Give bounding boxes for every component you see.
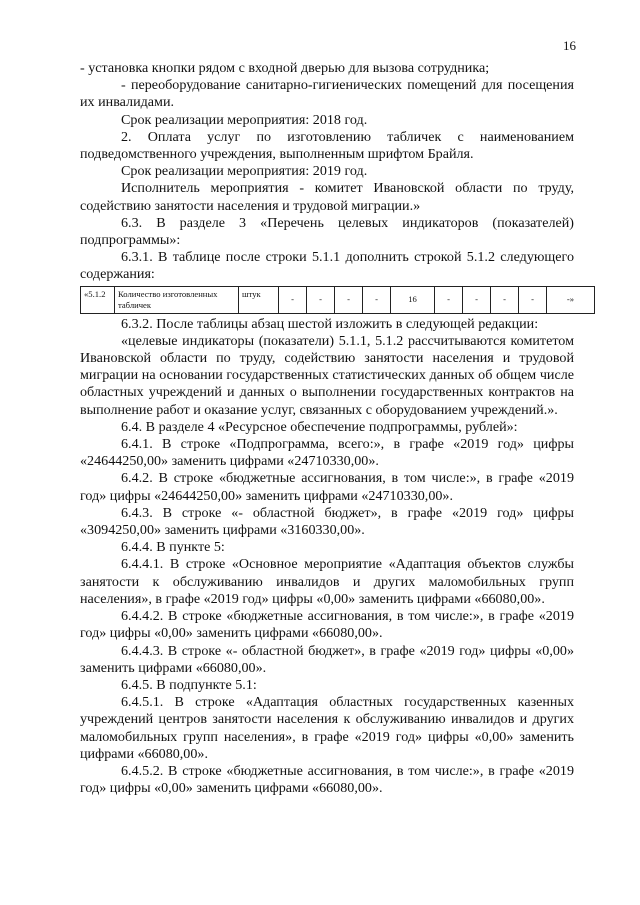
paragraph: «целевые индикаторы (показатели) 5.1.1, 5.1.2 рассчитываются комитетом Ивановской области по труду, содействию занятости населения и трудовой миграции на основании государственных статистических данных об общем числе областных учреждений и данных о выполнении государственных контрактов на выполнение работ и оказание услуг, связанных с оборудованием учреждений.».	[80, 332, 574, 418]
table-cell-indicator-name: Количество изготовленных табличек	[115, 286, 239, 313]
paragraph: 6.4.4.2. В строке «бюджетные ассигнования, в том числе:», в графе «2019 год» цифры «0,00» заменить цифрами «66080,00».	[80, 608, 574, 642]
paragraph: 6.4. В разделе 4 «Ресурсное обеспечение подпрограммы, рублей»:	[121, 418, 518, 435]
document-body	[80, 60, 574, 797]
table-cell-number: «5.1.2	[81, 286, 115, 313]
table-cell-value: -	[435, 286, 463, 313]
paragraph: 6.4.5.1. В строке «Адаптация областных государственных казенных учреждений центров занятости населения к обслуживанию инвалидов и других маломобильных групп населения», в графе «2019 год» цифры «0,00» заменить цифрами «66080,00».	[80, 694, 574, 762]
paragraph: - переоборудование санитарно-гигиенических помещений для посещения их инвалидами.	[80, 77, 574, 111]
table-cell-value: -	[491, 286, 519, 313]
table-cell-value: -	[335, 286, 363, 313]
table-cell-value: -	[307, 286, 335, 313]
paragraph: 6.4.4.1. В строке «Основное мероприятие «Адаптация объектов службы занятости к обслуживанию инвалидов и других маломобильных групп населения», в графе «2019 год» цифры «0,00» заменить цифрами «66080,00».	[80, 556, 574, 607]
paragraph: Срок реализации мероприятия: 2018 год.	[121, 111, 368, 128]
table-cell-value: -	[519, 286, 547, 313]
page-number: 16	[563, 38, 576, 53]
table-cell-value: -»	[547, 286, 595, 313]
paragraph: 6.3.1. В таблице после строки 5.1.1 дополнить строкой 5.1.2 следующего содержания:	[80, 249, 574, 283]
table-row	[81, 286, 595, 313]
paragraph: 6.4.5. В подпункте 5.1:	[121, 676, 257, 693]
table-cell-value: -	[279, 286, 307, 313]
paragraph: Срок реализации мероприятия: 2019 год.	[121, 163, 368, 180]
indicator-table	[80, 286, 595, 314]
paragraph: - установка кнопки рядом с входной дверью для вызова сотрудника;	[80, 60, 490, 76]
paragraph: 6.4.3. В строке «- областной бюджет», в графе «2019 год» цифры «3094250,00» заменить цифрами «3160330,00».	[80, 504, 574, 539]
table-cell-unit: штук	[239, 286, 279, 313]
paragraph: 6.4.4. В пункте 5:	[121, 539, 225, 556]
table-cell-value: -	[463, 286, 491, 313]
paragraph: 6.4.1. В строке «Подпрограмма, всего:», в графе «2019 год» цифры «24644250,00» заменить цифрами «24710330,00».	[80, 436, 574, 470]
table-cell-value: 16	[391, 286, 435, 313]
paragraph: 6.3. В разделе 3 «Перечень целевых индикаторов (показателей) подпрограммы»:	[80, 214, 574, 249]
paragraph: 2. Оплата услуг по изготовлению табличек с наименованием подведомственного учреждения, выполненным шрифтом Брайля.	[80, 128, 574, 163]
paragraph: 6.4.4.3. В строке «- областной бюджет», в графе «2019 год» цифры «0,00» заменить цифрами «66080,00».	[80, 642, 574, 676]
paragraph: Исполнитель мероприятия - комитет Ивановской области по труду, содействию занятости населения и трудовой миграции.»	[80, 180, 574, 214]
table-cell-value: -	[363, 286, 391, 313]
paragraph: 6.3.2. После таблицы абзац шестой изложить в следующей редакции:	[121, 315, 539, 332]
paragraph: 6.4.5.2. В строке «бюджетные ассигнования, в том числе:», в графе «2019 год» цифры «0,00» заменить цифрами «66080,00».	[80, 762, 574, 797]
paragraph: 6.4.2. В строке «бюджетные ассигнования, в том числе:», в графе «2019 год» цифры «24644250,00» заменить цифрами «24710330,00».	[80, 470, 574, 504]
